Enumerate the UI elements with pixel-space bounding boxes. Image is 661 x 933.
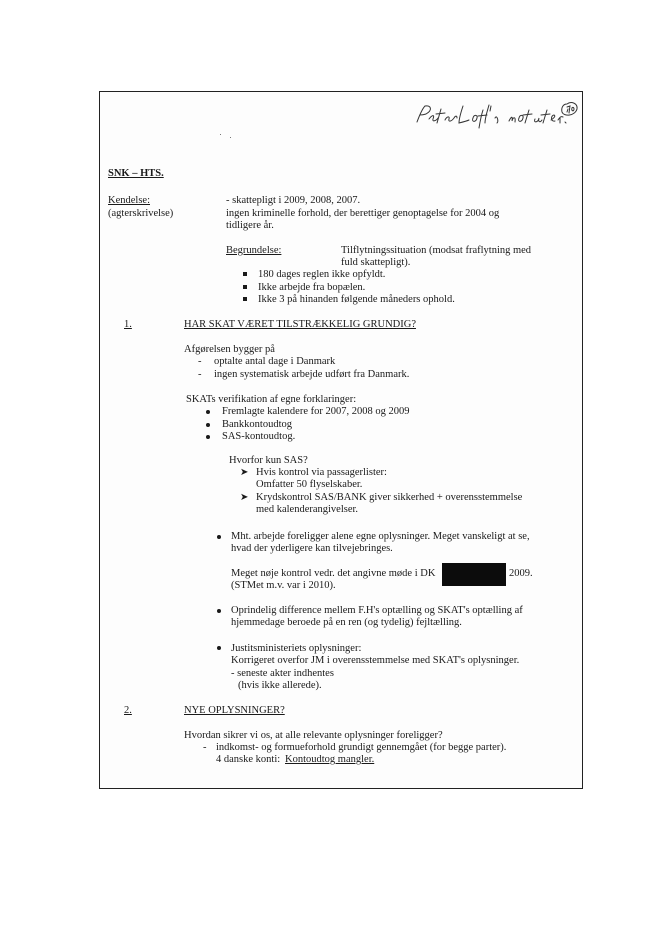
section-heading: NYE OPLYSNINGER? [184, 705, 285, 716]
dash-icon: - [198, 356, 202, 367]
kendelse-line: tidligere år. [226, 220, 274, 231]
justits-text: - seneste akter indhentes [231, 668, 334, 679]
begrundelse-label: Begrundelse: [226, 245, 282, 256]
list-item: optalte antal dage i Danmark [214, 356, 336, 367]
nye-question: Hvordan sikrer vi os, at alle relevante oplysninger foreligger? [184, 730, 443, 741]
justits-text: Justitsministeriets oplysninger: [231, 643, 362, 654]
konti-label: 4 danske konti: [216, 754, 281, 765]
difference-text: hjemmedage beroede på en ren (og tydelig) fejltælling. [231, 617, 462, 628]
square-bullet-icon [243, 297, 247, 301]
redaction-block [442, 563, 506, 586]
difference-text: Oprindelig difference mellem F.H's optælling og SKAT's optælling af [231, 605, 523, 616]
justits-text: Korrigeret overfor JM i overensstemmelse med SKAT's oplysninger. [231, 655, 520, 666]
bullet-icon [217, 535, 221, 539]
bullet-icon [206, 423, 210, 427]
list-item: 180 dages reglen ikke opfyldt. [258, 269, 386, 280]
section-heading: HAR SKAT VÆRET TILSTRÆKKELIG GRUNDIG? [184, 319, 416, 330]
arbejde-text: hvad der yderligere kan tilvejebringes. [231, 543, 393, 554]
kontrol-text: (STMet m.v. var i 2010). [231, 580, 336, 591]
sas-point: Hvis kontrol via passagerlister: [256, 467, 387, 478]
bullet-icon [206, 410, 210, 414]
list-item: Bankkontoudtog [222, 419, 292, 430]
agterskrivelse-label: (agterskrivelse) [108, 208, 174, 219]
konti-value: Kontoudtog mangler. [285, 754, 375, 765]
list-item: Ikke 3 på hinanden følgende måneders ophold. [258, 294, 455, 305]
arrow-bullet-icon: ➤ [240, 492, 249, 503]
list-item: Fremlagte kalendere for 2007, 2008 og 2009 [222, 406, 410, 417]
bullet-icon [217, 646, 221, 650]
arbejde-text: Mht. arbejde foreligger alene egne oplysninger. Meget vanskeligt at se, [231, 531, 530, 542]
list-item: ingen systematisk arbejde udført fra Danmark. [214, 369, 410, 380]
page-number [561, 100, 562, 101]
justits-text: (hvis ikke allerede). [238, 680, 322, 691]
kendelse-line: ingen kriminelle forhold, der berettiger genoptagelse for 2004 og [226, 208, 500, 219]
bullet-icon [206, 435, 210, 439]
begrundelse-text: Tilflytningssituation (modsat fraflytning med [341, 245, 532, 256]
list-item: SAS-kontoudtog. [222, 431, 296, 442]
sas-question: Hvorfor kun SAS? [229, 455, 308, 466]
square-bullet-icon [243, 272, 247, 276]
list-item: indkomst- og formueforhold grundigt gennemgået (for begge parter). [216, 742, 507, 753]
sas-point: Omfatter 50 flyselskaber. [256, 479, 363, 490]
square-bullet-icon [243, 285, 247, 289]
kontrol-text: Meget nøje kontrol vedr. det angivne møde i DK [231, 568, 436, 579]
dash-icon: - [198, 369, 202, 380]
kontrol-year: 2009. [509, 568, 533, 579]
begrundelse-text: fuld skattepligt). [341, 257, 411, 268]
document-title: SNK – HTS. [108, 168, 164, 179]
bullet-icon [217, 609, 221, 613]
handwritten-signature [411, 96, 579, 132]
signature-text [420, 120, 428, 121]
list-item: Ikke arbejde fra bopælen. [258, 282, 366, 293]
sas-point: Krydskontrol SAS/BANK giver sikkerhed + overensstemmelse [256, 492, 523, 503]
section-number: 2. [124, 705, 132, 716]
section-number: 1. [124, 319, 132, 330]
afgorelse-intro: Afgørelsen bygger på [184, 344, 275, 355]
verifikation-intro: SKATs verifikation af egne forklaringer: [186, 394, 357, 405]
arrow-bullet-icon: ➤ [240, 467, 249, 478]
kendelse-label: Kendelse: [108, 195, 150, 206]
sas-point: med kalenderangivelser. [256, 504, 359, 515]
dash-icon: - [203, 742, 207, 753]
kendelse-line: - skattepligt i 2009, 2008, 2007. [226, 195, 361, 206]
